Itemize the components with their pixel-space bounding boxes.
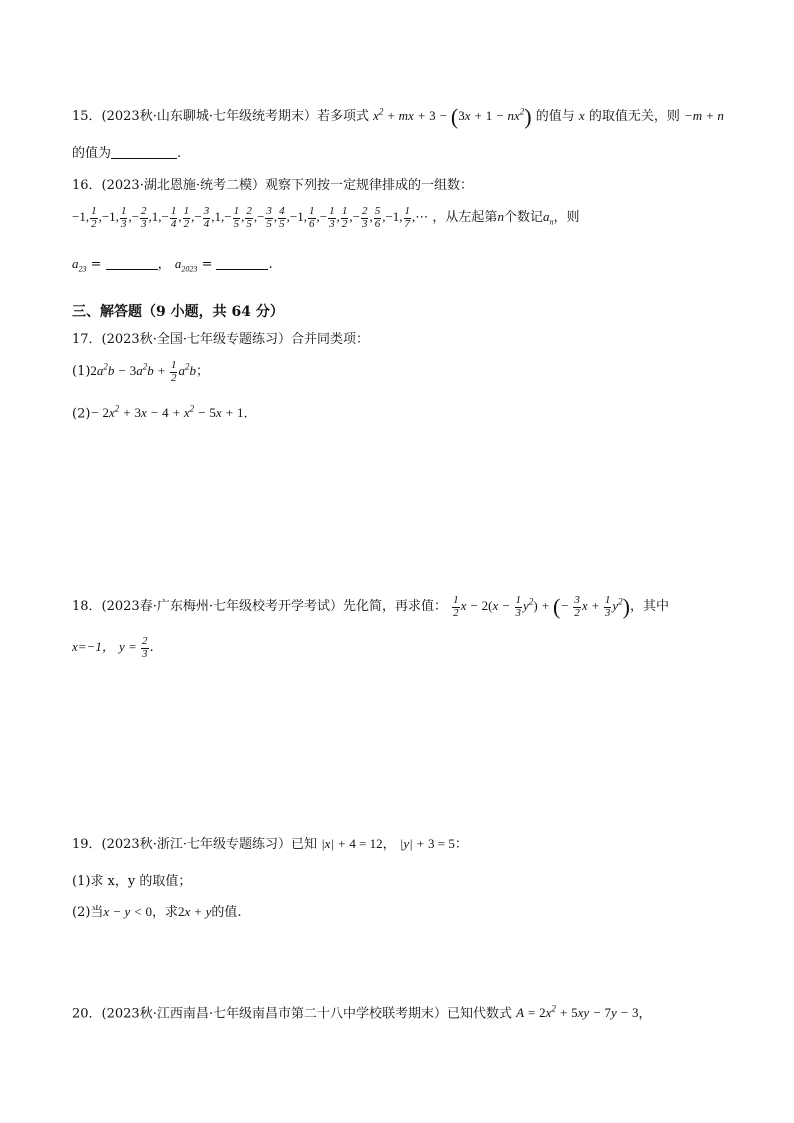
- q18-expr: $\frac{1}{2}$ x − 2(x − $\frac{1}{3}$ $y^2$) + (− $\frac{3}{2}$ x + $\frac{1}{3}$ $y^2$): [453, 594, 630, 619]
- q15-line1: [72, 104, 724, 130]
- q15-answer-blank[interactable]: [111, 146, 177, 159]
- q16-blank-2[interactable]: [216, 257, 268, 270]
- q19-part1: (1)求 x，y 的取值；: [72, 874, 192, 889]
- q16-var-n: n: [497, 209, 504, 225]
- q20-label: 20．(2023秋·江西南昌·七年级南昌市第二十八中学校联考期末）已知代数式: [72, 1006, 512, 1022]
- q15-var-x: x: [578, 108, 585, 124]
- q15-end: .: [177, 146, 182, 161]
- q15-poly: $x^2$ + mx + $3 - (3x + 1 - nx^2)$: [373, 104, 532, 129]
- q15-line2-text: 的值为: [72, 146, 112, 161]
- q19-p2-mid: ，求: [152, 905, 179, 920]
- q16-label: 16．(2023·湖北恩施·统考二模）观察下列按一定规律排成的一组数：: [72, 178, 473, 193]
- q17-part1: $(1)2a^2b - 3a^2b$ + $\frac{1}{2}$ $a^2b$；: [72, 359, 209, 384]
- q17-label: 17．(2023秋·全国·七年级专题练习）合并同类项：: [72, 332, 369, 347]
- q16-answers: $a_{23}$ = ， $a_{2023}$ = .: [72, 256, 273, 274]
- q16-a2023: $a_{2023}$: [174, 256, 198, 274]
- q15-line2: [72, 146, 181, 162]
- q17-part2: $(2)- 2x^2 + 3x - 4 + x^2 - 5x + 1$.: [72, 404, 248, 422]
- q16-a23: $a_{23}$: [72, 256, 87, 274]
- q18-cond-x: x=−1，: [72, 639, 115, 655]
- q19-target: 2x + y: [178, 904, 212, 919]
- q16-tail: ，从左起第: [432, 210, 498, 226]
- q19-line1: 19．(2023秋·浙江·七年级专题练习）已知 |x| + 4 = 12， |y| + 3 = 5：: [72, 836, 468, 852]
- q15-mid: 的值与: [535, 109, 575, 125]
- q18-label: 18．(2023春·广东梅州·七年级校考开学考试）先化简，再求值：: [72, 599, 447, 615]
- q17-p2-label: (2): [72, 406, 91, 422]
- q17-p1-expr: $2a^2b - 3a^2b$ + $\frac{1}{2}$ $a^2b$: [90, 359, 196, 384]
- q16-tail3: ，则: [553, 210, 580, 226]
- q16-blank-1[interactable]: [106, 257, 158, 270]
- q16-sequence: −1, $\frac{1}{2}$ ,−1, $\frac{1}{3}$ ,− $\frac{2}{3}$ ,1,− $\frac{1}{4}$ , $\frac{1}{2}$ ,− $\frac{3}{4}$ ,1,− $\frac{1}{5}$ , $\frac{2}{5}$ ,− $\frac{3}{5}$ , $\frac{4}{5}$ ,−1, $\frac{1}{6}$ ,− $\frac{1}{3}$ , $\frac{1}{2}$ ,− $\frac{2}{3}$ , $\frac{5}{6}$ ,−1, $\frac{1}{7}$ ,⋯: [72, 205, 429, 230]
- q20-line1: 20．(2023秋·江西南昌·七年级南昌市第二十八中学校联考期末）已知代数式 $A = 2x^2 + 5xy - 7y - 3$，: [72, 1004, 652, 1022]
- q15-label: 15．(2023秋·山东聊城·七年级统考期末）若多项式: [72, 109, 369, 125]
- q15-expr: −m + n: [684, 108, 724, 124]
- q16-a-n: $a_n$: [542, 209, 554, 227]
- q19-cond: x − y < 0: [103, 904, 153, 919]
- q16-tail2: 个数记: [503, 210, 543, 226]
- section-3-heading: 三、解答题（9 小题，共 64 分）: [72, 304, 284, 320]
- q17-line1: [72, 332, 369, 348]
- q18-line1: [72, 594, 669, 620]
- q15-mid2: 的取值无关，则: [588, 109, 680, 125]
- q19-label: 19．(2023秋·浙江·七年级专题练习）已知: [72, 837, 317, 852]
- q18-line2: x=−1， y = $\frac{2}{3}$ .: [72, 635, 154, 660]
- q19-eq2: |y| + 3 = 5: [399, 836, 455, 851]
- q17-p1-label: (1): [72, 364, 91, 380]
- q19-eq1: |x| + 4 = 12: [321, 836, 383, 851]
- q17-p2-expr: − $2x^2 + 3x - 4 + x^2 - 5x + 1$: [90, 404, 244, 421]
- q20-expr: $A = 2x^2 + 5xy - 7y - 3$: [516, 1004, 639, 1021]
- q19-part2: [72, 904, 241, 921]
- q16-line1: [72, 178, 473, 194]
- q16-sequence-line: [72, 206, 579, 230]
- q18-cond-y: y = $\frac{2}{3}$: [118, 635, 148, 660]
- q19-p2-label: (2)当: [72, 905, 104, 920]
- q18-where: ，其中: [629, 599, 669, 615]
- q19-p2-end: 的值.: [211, 905, 242, 920]
